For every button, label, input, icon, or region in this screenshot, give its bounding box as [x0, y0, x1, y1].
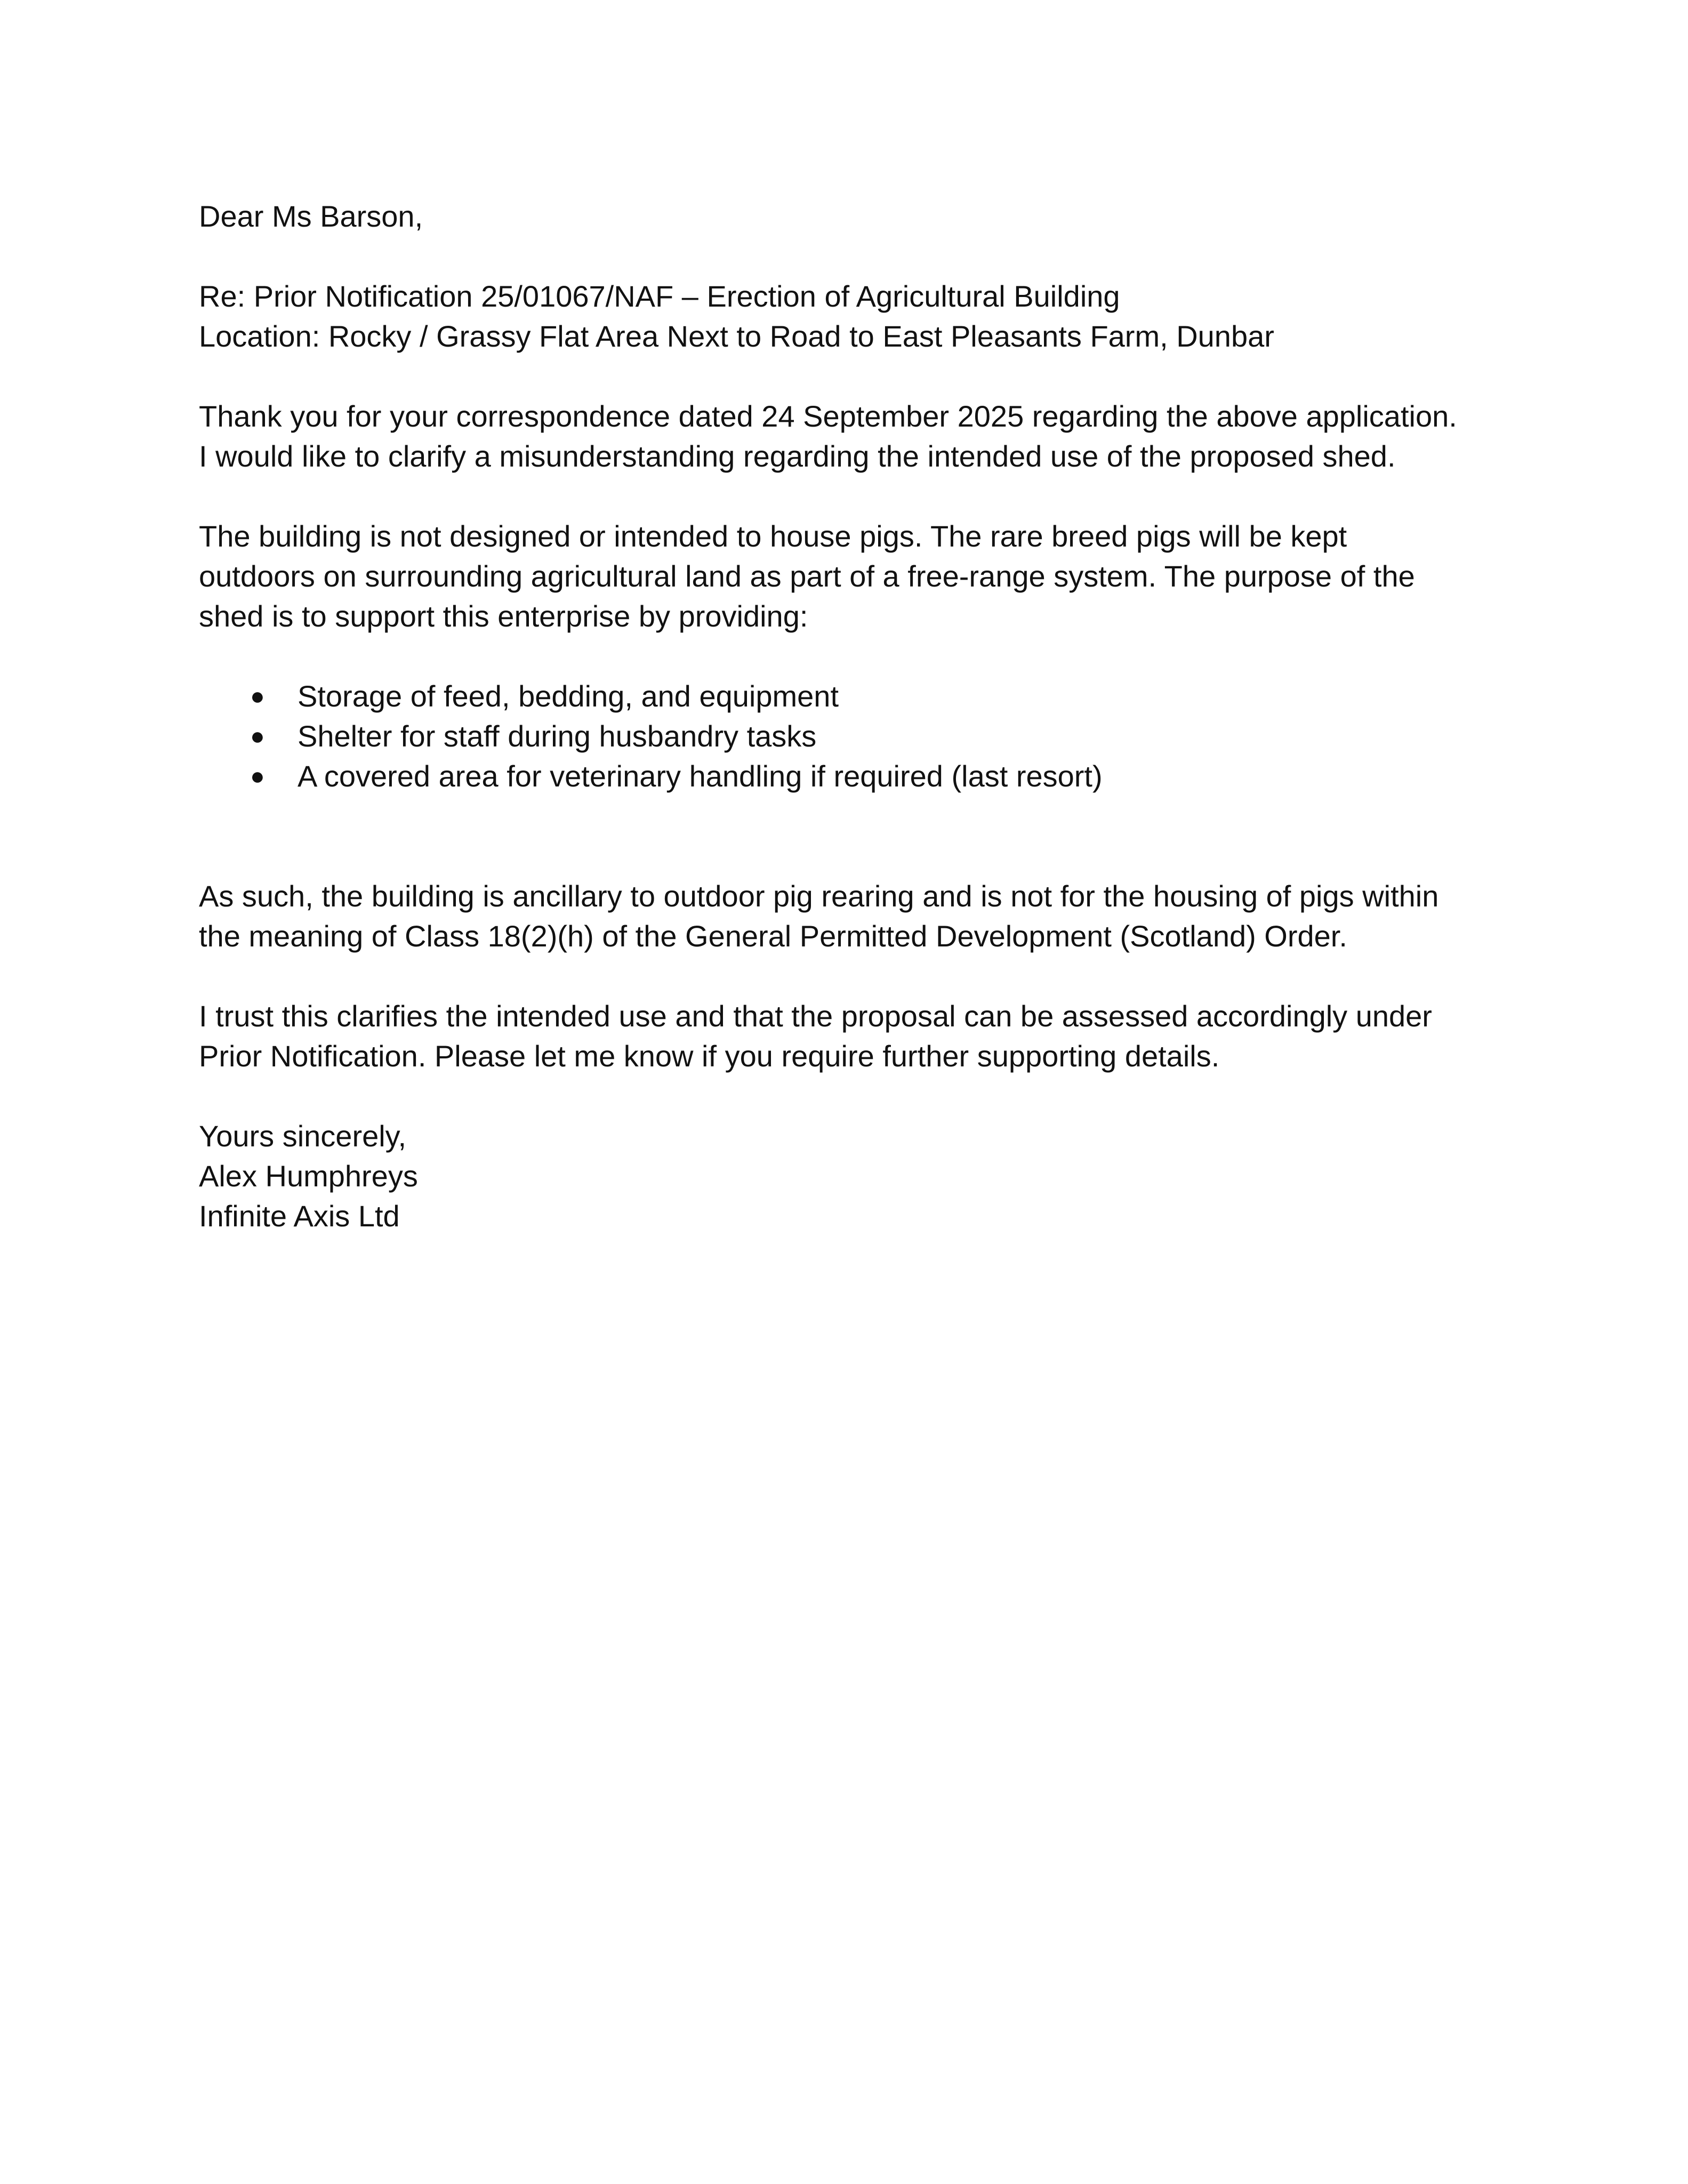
list-item-text: Storage of feed, bedding, and equipment: [298, 679, 839, 713]
paragraph-ancillary-use: [199, 876, 1500, 956]
paragraph-line: Thank you for your correspondence dated 24 September 2025 regarding the above application.: [199, 399, 1457, 433]
spacer: [199, 636, 1500, 676]
spacer: [199, 796, 1500, 876]
paragraph-line: As such, the building is ancillary to outdoor pig rearing and is not for the housing of pigs within: [199, 879, 1439, 913]
list-item-text: A covered area for veterinary handling if required (last resort): [298, 759, 1103, 793]
location-line: Location: Rocky / Grassy Flat Area Next to Road to East Pleasants Farm, Dunbar: [199, 319, 1274, 353]
paragraph-correspondence: [199, 396, 1500, 476]
list-item-text: Shelter for staff during husbandry tasks: [298, 719, 817, 753]
bullet-icon: ●: [250, 722, 265, 750]
list-item: [199, 676, 1500, 716]
salutation: Dear Ms Barson,: [199, 199, 423, 233]
spacer: [199, 236, 1500, 276]
paragraph-line: outdoors on surrounding agricultural land as part of a free-range system. The purpose of the: [199, 559, 1415, 593]
list-item: [199, 716, 1500, 756]
spacer: [199, 476, 1500, 516]
paragraph-line: I would like to clarify a misunderstanding regarding the intended use of the proposed shed.: [199, 439, 1396, 473]
bullet-icon: ●: [250, 762, 265, 790]
signatory-company: Infinite Axis Ltd: [199, 1199, 400, 1233]
letter-body: [199, 196, 1500, 1236]
paragraph-line: The building is not designed or intended to house pigs. The rare breed pigs will be kept: [199, 519, 1347, 553]
signatory-name: Alex Humphreys: [199, 1159, 418, 1193]
paragraph-building-purpose: [199, 516, 1500, 636]
spacer: [199, 1076, 1500, 1116]
paragraph-line: shed is to support this enterprise by providing:: [199, 599, 808, 633]
spacer: [199, 956, 1500, 996]
bullet-icon: ●: [250, 682, 265, 710]
subject-line: Re: Prior Notification 25/01067/NAF – Erection of Agricultural Building: [199, 279, 1120, 313]
paragraph-closing-request: [199, 996, 1500, 1076]
paragraph-line: I trust this clarifies the intended use and that the proposal can be assessed accordingly under: [199, 999, 1432, 1033]
closing: Yours sincerely,: [199, 1119, 407, 1153]
paragraph-line: Prior Notification. Please let me know if you require further supporting details.: [199, 1039, 1220, 1073]
purpose-bullet-list: [199, 676, 1500, 796]
list-item: [199, 756, 1500, 796]
spacer: [199, 356, 1500, 396]
paragraph-line: the meaning of Class 18(2)(h) of the General Permitted Development (Scotland) Order.: [199, 919, 1347, 953]
